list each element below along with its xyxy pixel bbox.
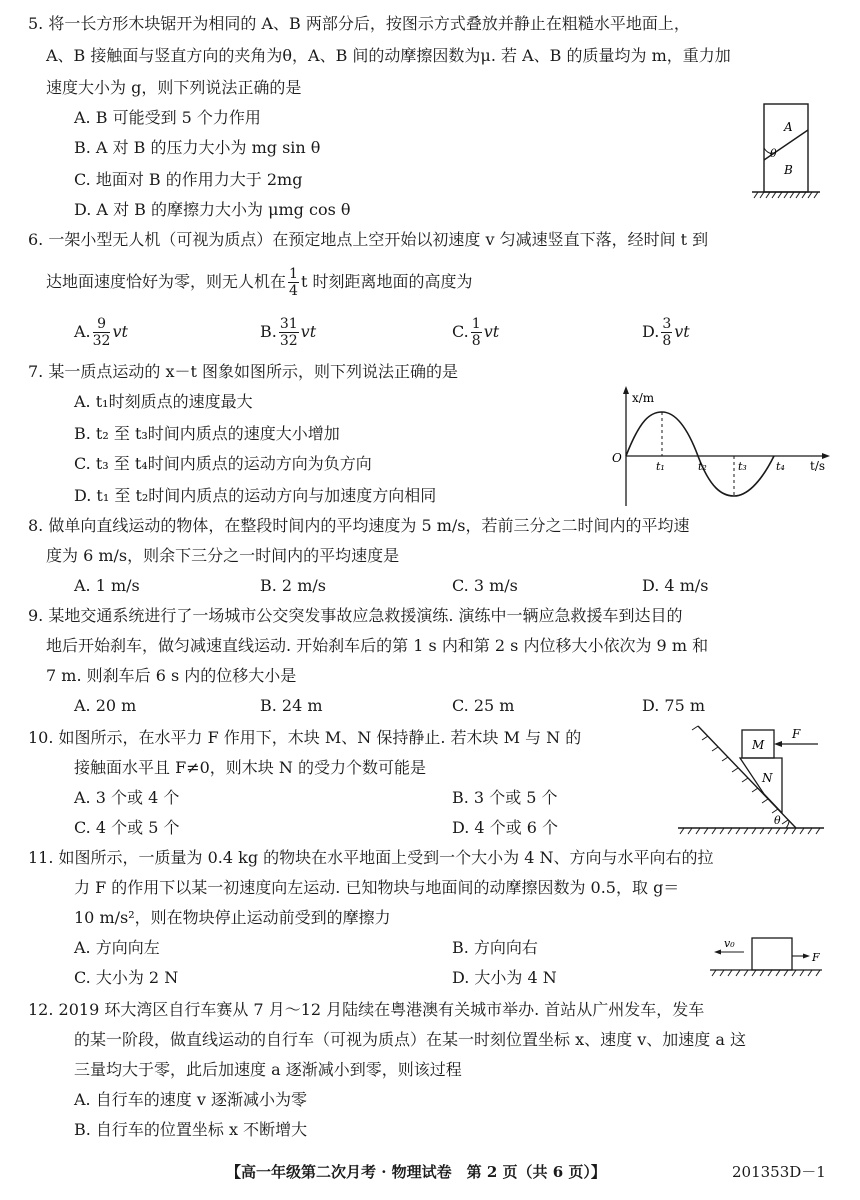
q7-option-b: B. t₂ 至 t₃时间内质点的速度大小增加 <box>74 424 340 443</box>
q7-stem-line-1: 7. 某一质点运动的 x－t 图象如图所示，则下列说法正确的是 <box>28 362 458 381</box>
q5-stem-line-2: A、B 接触面与竖直方向的夹角为θ，A、B 间的动摩擦因数为μ. 若 A、B 的质量均为 m，重力加 <box>46 46 731 65</box>
q6-option-d: D. $\frac{3}{8}$ vt <box>642 316 690 349</box>
q6-stem-line-1: 6. 一架小型无人机（可视为质点）在预定地点上空开始以初速度 v 匀减速竖直下落，经时间 t 到 <box>28 230 709 249</box>
q10-stem-line-2: 接触面水平且 F≠0，则木块 N 的受力个数可能是 <box>74 758 426 777</box>
q5-stem-line-3: 速度大小为 g，则下列说法正确的是 <box>46 78 302 97</box>
q5-option-c: C. 地面对 B 的作用力大于 2mg <box>74 170 303 189</box>
q5-label-b: B <box>784 163 793 177</box>
q7-option-a: A. t₁时刻质点的速度最大 <box>74 392 253 411</box>
q11-stem-line-1: 11. 如图所示，一质量为 0.4 kg 的物块在水平地面上受到一个大小为 4 N、方向与水平向右的拉 <box>28 848 714 867</box>
q11-option-b: B. 方向向右 <box>452 938 538 957</box>
q11-label-f: F <box>812 951 820 964</box>
q9-stem-line-2: 地后开始刹车，做匀减速直线运动. 开始刹车后的第 1 s 内和第 2 s 内位移大小依次为 9 m 和 <box>46 636 709 655</box>
q5-block-figure <box>748 100 824 204</box>
q6-option-b: B. $\frac{31}{32}$ vt <box>260 316 317 349</box>
q9-stem-line-3: 7 m. 则刹车后 6 s 内的位移大小是 <box>46 666 297 685</box>
q6-stem-text-b: t 时刻距离地面的高度为 <box>300 272 473 291</box>
q10-label-n: N <box>762 771 773 785</box>
q11-option-a: A. 方向向左 <box>74 938 160 957</box>
page-footer: 【高一年级第二次月考 · 物理试卷 第 2 页（共 6 页）】 <box>226 1163 606 1181</box>
q5-option-d: D. A 对 B 的摩擦力大小为 μmg cos θ <box>74 200 351 219</box>
q7-option-d: D. t₁ 至 t₂时间内质点的运动方向与加速度方向相同 <box>74 486 437 505</box>
q11-label-v0: v₀ <box>724 937 735 950</box>
q7-y-axis-label: x/m <box>632 391 655 405</box>
q7-t2-label: t₂ <box>698 460 707 473</box>
q9-option-a: A. 20 m <box>74 696 137 715</box>
q7-t3-label: t₃ <box>738 460 747 473</box>
q10-label-m: M <box>752 738 765 752</box>
q10-option-d: D. 4 个或 6 个 <box>452 818 559 837</box>
q10-option-a: A. 3 个或 4 个 <box>74 788 180 807</box>
q12-stem-line-3: 三量均大于零，此后加速度 a 逐渐减小到零，则该过程 <box>74 1060 462 1079</box>
q11-block-figure <box>708 934 826 980</box>
q12-stem-line-2: 的某一阶段，做直线运动的自行车（可视为质点）在某一时刻位置坐标 x、速度 v、加速度 a 这 <box>74 1030 746 1049</box>
q5-option-a: A. B 可能受到 5 个力作用 <box>74 108 261 127</box>
q5-option-b: B. A 对 B 的压力大小为 mg sin θ <box>74 138 321 157</box>
q8-stem-line-2: 度为 6 m/s，则余下三分之一时间内的平均速度是 <box>46 546 400 565</box>
q8-option-d: D. 4 m/s <box>642 576 709 595</box>
q6-stem-text-a: 达地面速度恰好为零，则无人机在 <box>46 272 287 291</box>
q10-stem-line-1: 10. 如图所示，在水平力 F 作用下，木块 M、N 保持静止. 若木块 M 与 N 的 <box>28 728 582 747</box>
q7-t1-label: t₁ <box>656 460 665 473</box>
q12-option-a: A. 自行车的速度 v 逐渐减小为零 <box>74 1090 307 1109</box>
q7-option-c: C. t₃ 至 t₄时间内质点的运动方向为负方向 <box>74 454 372 473</box>
q5-stem-line-1: 5. 将一长方形木块锯开为相同的 A、B 两部分后，按图示方式叠放并静止在粗糙水平地面上， <box>28 14 690 33</box>
q6-option-c: C. $\frac{1}{8}$ vt <box>452 316 500 349</box>
q12-option-b: B. 自行车的位置坐标 x 不断增大 <box>74 1120 308 1139</box>
q11-option-c: C. 大小为 2 N <box>74 968 179 987</box>
q11-option-d: D. 大小为 4 N <box>452 968 557 987</box>
q11-stem-line-2: 力 F 的作用下以某一初速度向左运动. 已知物块与地面间的动摩擦因数为 0.5，取 g＝ <box>74 878 680 897</box>
q9-option-b: B. 24 m <box>260 696 323 715</box>
q7-origin-label: O <box>612 451 622 465</box>
q5-label-theta: θ <box>770 147 777 160</box>
q8-option-b: B. 2 m/s <box>260 576 326 595</box>
q11-stem-line-3: 10 m/s²，则在物块停止运动前受到的摩擦力 <box>74 908 391 927</box>
q7-t4-label: t₄ <box>776 460 785 473</box>
q8-stem-line-1: 8. 做单向直线运动的物体，在整段时间内的平均速度为 5 m/s，若前三分之二时间内的平均速 <box>28 516 690 535</box>
q10-incline-figure <box>676 720 826 836</box>
q9-stem-line-1: 9. 某地交通系统进行了一场城市公交突发事故应急救援演练. 演练中一辆应急救援车到达目的 <box>28 606 683 625</box>
q9-option-d: D. 75 m <box>642 696 706 715</box>
q10-option-b: B. 3 个或 5 个 <box>452 788 558 807</box>
q9-option-c: C. 25 m <box>452 696 515 715</box>
q7-xt-graph <box>604 386 834 510</box>
q8-option-a: A. 1 m/s <box>74 576 140 595</box>
q6-quarter-fraction: $\frac{1}{4}$ <box>289 266 298 299</box>
q6-stem-line-2 <box>46 264 472 300</box>
paper-code: 201353D－1 <box>732 1163 826 1181</box>
q7-x-axis-label: t/s <box>810 459 826 473</box>
q8-option-c: C. 3 m/s <box>452 576 518 595</box>
q5-label-a: A <box>784 120 793 134</box>
q12-stem-line-1: 12. 2019 环大湾区自行车赛从 7 月～12 月陆续在粤港澳有关城市举办. 首站从广州发车，发车 <box>28 1000 705 1019</box>
q10-option-c: C. 4 个或 5 个 <box>74 818 180 837</box>
q6-option-a: A. $\frac{9}{32}$ vt <box>74 316 128 349</box>
q10-label-theta: θ <box>774 814 781 827</box>
q10-label-f: F <box>792 727 801 741</box>
